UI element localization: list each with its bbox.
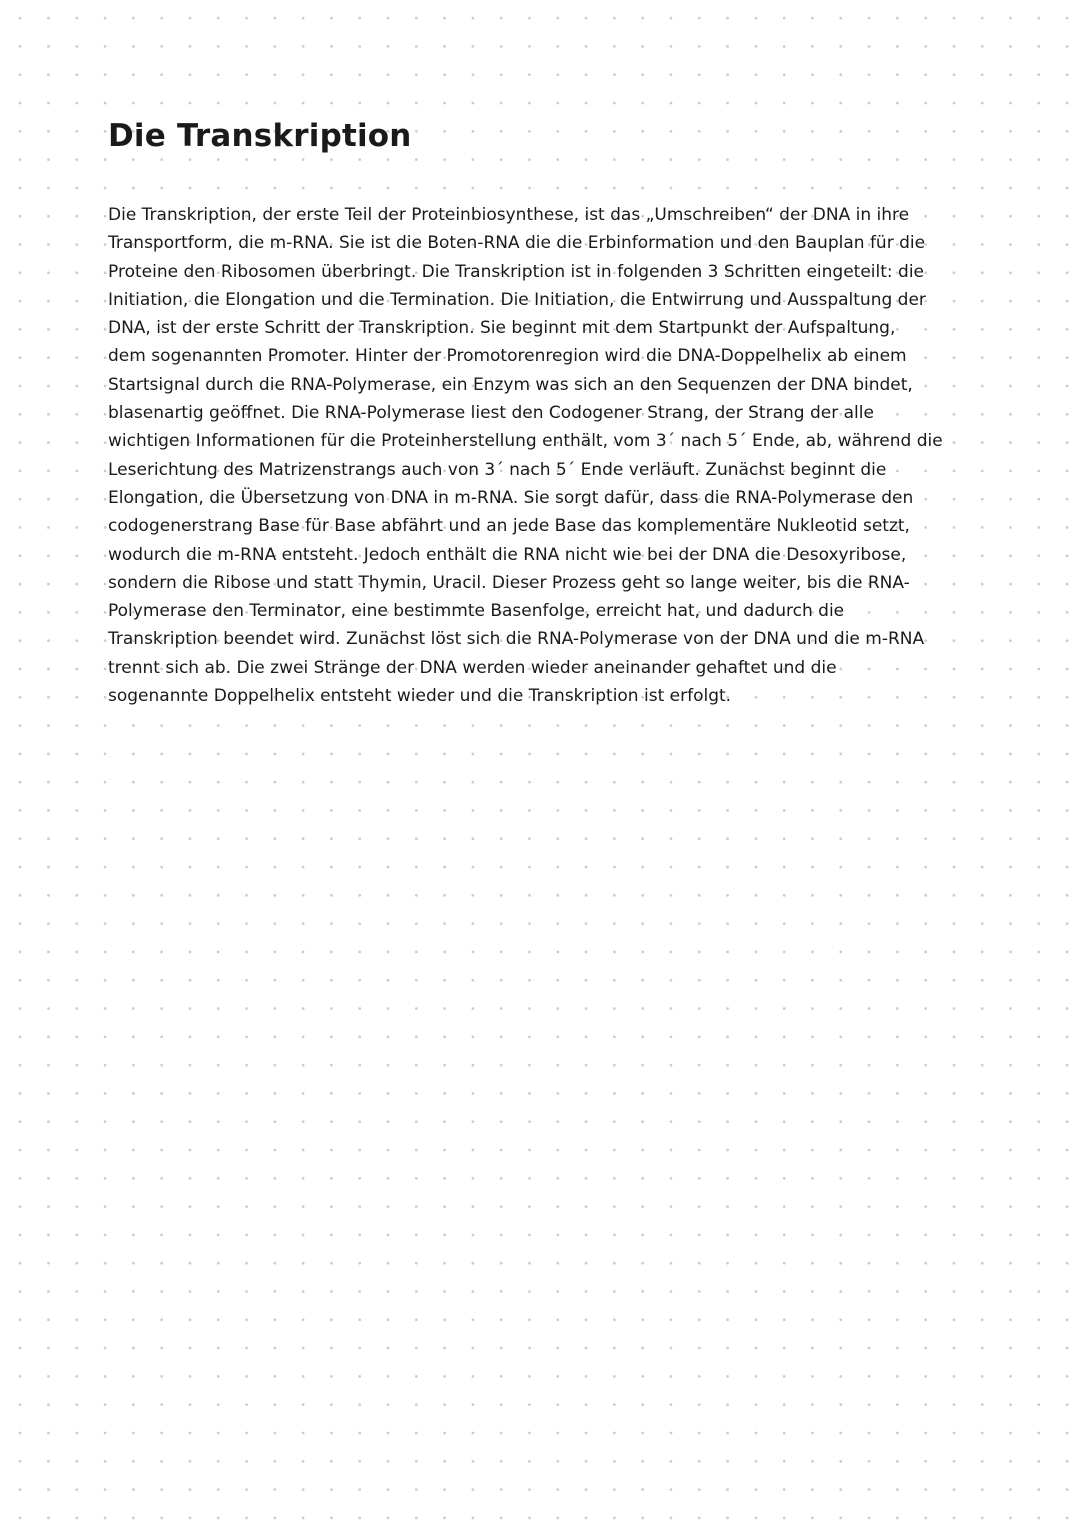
page-title: Die Transkription: [108, 118, 412, 154]
paragraph-line: DNA, ist der erste Schritt der Transkription. Sie beginnt mit dem Startpunkt der Aufspaltung,: [108, 318, 896, 339]
paragraph-line: Elongation, die Übersetzung von DNA in m-RNA. Sie sorgt dafür, dass die RNA-Polymerase den: [108, 487, 914, 508]
paragraph-line: Transportform, die m-RNA. Sie ist die Boten-RNA die die Erbinformation und den Bauplan für die: [108, 233, 926, 254]
paragraph-line: Startsignal durch die RNA-Polymerase, ein Enzym was sich an den Sequenzen der DNA bindet,: [108, 374, 913, 395]
paragraph-line: sogenannte Doppelhelix entsteht wieder und die Transkription ist erfolgt.: [108, 686, 732, 707]
paragraph-line: Leserichtung des Matrizenstrangs auch von 3´ nach 5´ Ende verläuft. Zunächst beginnt die: [108, 459, 887, 480]
body-paragraph: [108, 201, 988, 710]
paragraph-line: Transkription beendet wird. Zunächst löst sich die RNA-Polymerase von der DNA und die m-RNA: [108, 629, 925, 650]
paragraph-line: codogenerstrang Base für Base abfährt und an jede Base das komplementäre Nukleotid setzt,: [108, 516, 910, 537]
paragraph-line: Die Transkription, der erste Teil der Proteinbiosynthese, ist das „Umschreiben“ der DNA in ihre: [108, 205, 910, 225]
paragraph-line: trennt sich ab. Die zwei Stränge der DNA werden wieder aneinander gehaftet und die: [108, 657, 837, 678]
paragraph-line: wichtigen Informationen für die Proteinherstellung enthält, vom 3´ nach 5´ Ende, ab, während die: [108, 431, 943, 452]
paragraph-line: dem sogenannten Promoter. Hinter der Promotorenregion wird die DNA-Doppelhelix ab einem: [108, 346, 907, 367]
paragraph-line: sondern die Ribose und statt Thymin, Uracil. Dieser Prozess geht so lange weiter, bis die RNA-: [108, 572, 910, 593]
paragraph-line: Polymerase den Terminator, eine bestimmte Basenfolge, erreicht hat, und dadurch die: [108, 601, 845, 622]
paragraph-line: wodurch die m-RNA entsteht. Jedoch enthält die RNA nicht wie bei der DNA die Desoxyribose,: [108, 544, 907, 565]
paragraph-line: Initiation, die Elongation und die Termination. Die Initiation, die Entwirrung und Ausspaltung der: [108, 289, 926, 310]
paragraph-line: Proteine den Ribosomen überbringt. Die Transkription ist in folgenden 3 Schritten eingeteilt: die: [108, 261, 925, 282]
paragraph-line: blasenartig geöffnet. Die RNA-Polymerase liest den Codogener Strang, der Strang der alle: [108, 403, 874, 424]
